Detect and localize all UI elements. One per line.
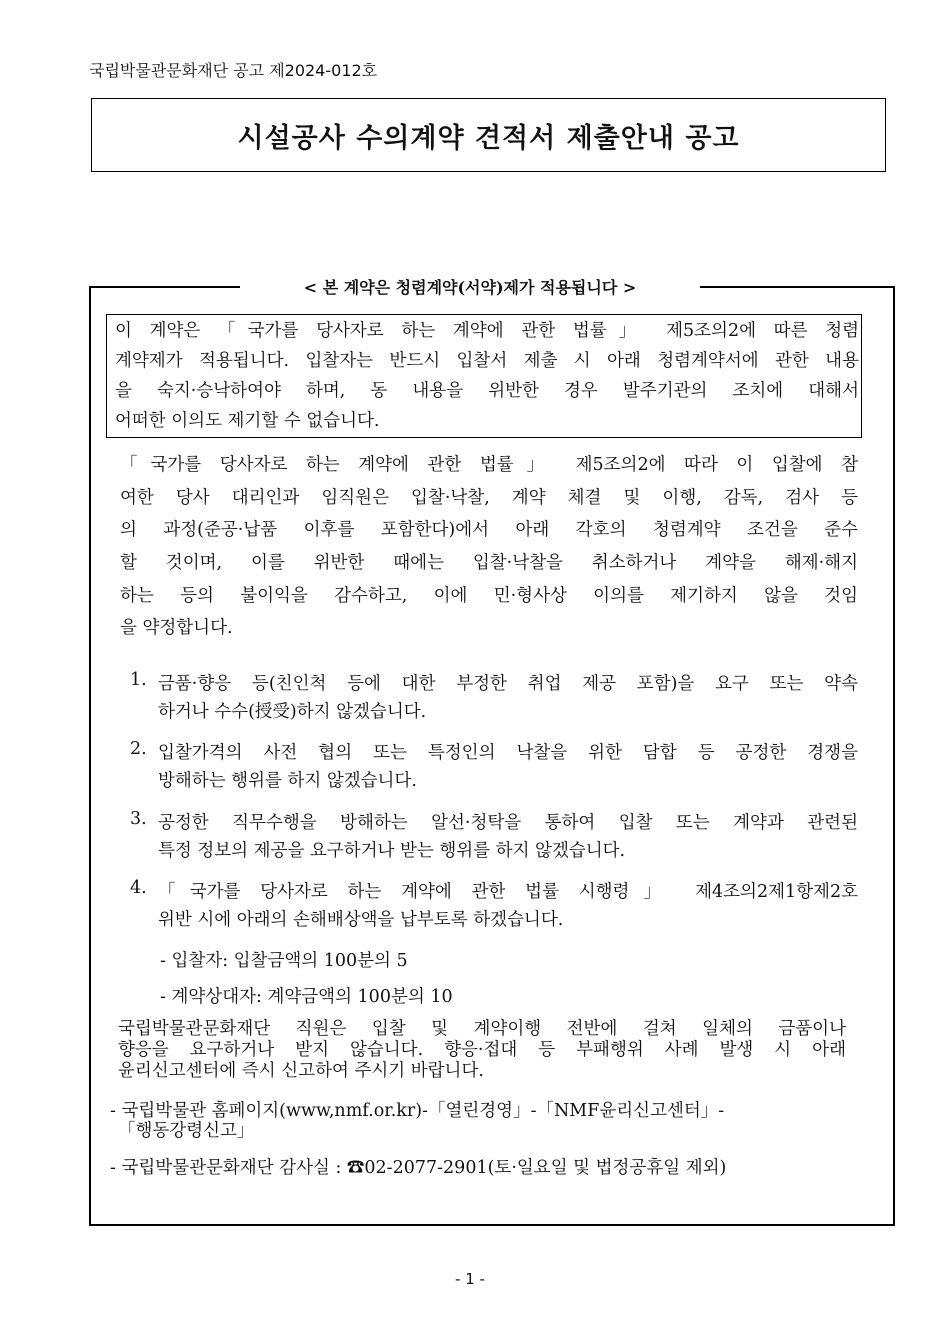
preamble-line: 할 것이며, 이를 위반한 때에는 입찰·낙찰을 취소하거나 계약을 해제·해지 (120, 553, 858, 573)
report-homepage: - 국립박물관 홈페이지(www,nmf.or.kr)-「열린경영」-「NMF윤리신고센터」- (110, 1101, 725, 1121)
item-line: 금품·향응 등(친인척 등에 대한 부정한 취업 제공 포함)을 요구 또는 약속 (158, 674, 858, 694)
item-number: 3. (130, 809, 147, 829)
item-line: 입찰가격의 사전 협의 또는 특정인의 낙찰을 위한 담합 등 공정한 경쟁을 (158, 743, 858, 763)
item-line: 「국가를 당사자로 하는 계약에 관한 법률 시행령」 제4조의2제1항제2호 (158, 882, 858, 902)
item-number: 2. (130, 739, 147, 759)
item-number: 1. (130, 670, 147, 690)
frame-top-line-left (89, 286, 249, 288)
preamble-line: 을 약정합니다. (120, 618, 233, 638)
title-box (91, 98, 886, 172)
notice-line: 을 숙지·승낙하여야 하며, 동 내용을 위반한 경우 발주기관의 조치에 대해서 (115, 381, 859, 401)
preamble-line: 여한 당사 대리인과 임직원은 입찰·낙찰, 계약 체결 및 이행, 감독, 검사 등 (120, 488, 858, 508)
item-line: 특정 정보의 제공을 요구하거나 받는 행위를 하지 않겠습니다. (158, 841, 626, 861)
penalty-bidder: - 입찰자: 입찰금액의 100분의 5 (160, 951, 408, 971)
preamble-line: 「국가를 당사자로 하는 계약에 관한 법률」 제5조의2에 따라 이 입찰에 참 (120, 455, 858, 475)
pledge-heading: < 본 계약은 청렴계약(서약)제가 적용됩니다 > (240, 275, 700, 298)
page-title: 시설공사 수의계약 견적서 제출안내 공고 (237, 122, 740, 154)
preamble-line: 하는 등의 불이익을 감수하고, 이에 민·형사상 이의를 제기하지 않을 것임 (120, 586, 858, 606)
report-homepage-cont: 「행동강령신고」 (118, 1121, 255, 1141)
doc-number: 국립박물관문화재단 공고 제2024-012호 (89, 61, 378, 80)
item-line: 방해하는 행위를 하지 않겠습니다. (158, 771, 417, 791)
notice-line: 어떠한 이의도 제기할 수 없습니다. (115, 411, 380, 431)
report-audit-office: - 국립박물관문화재단 감사실 : ☎02-2077-2901(토·일요일 및 법정공휴일 제외) (110, 1158, 727, 1178)
notice-line: 계약제가 적용됩니다. 입찰자는 반드시 입찰서 제출 시 아래 청렴계약서에 관한 내용 (115, 351, 859, 371)
item-line: 위반 시에 아래의 손해배상액을 납부토록 하겠습니다. (158, 910, 564, 930)
notice-line: 이 계약은 「국가를 당사자로 하는 계약에 관한 법률」 제5조의2에 따른 청렴 (115, 321, 859, 341)
closing-line: 국립박물관문화재단 직원은 입찰 및 계약이행 전반에 걸쳐 일체의 금품이나 (118, 1019, 846, 1039)
notice-box (106, 314, 862, 438)
closing-line: 윤리신고센터에 즉시 신고하여 주시기 바랍니다. (118, 1061, 484, 1081)
item-line: 공정한 직무수행을 방해하는 알선·청탁을 통하여 입찰 또는 계약과 관련된 (158, 813, 858, 833)
closing-line: 향응을 요구하거나 받지 않습니다. 향응·접대 등 부패행위 사례 발생 시 아래 (118, 1040, 846, 1060)
page-number: - 1 - (455, 1270, 485, 1288)
item-line: 하거나 수수(授受)하지 않겠습니다. (158, 702, 427, 722)
frame-top-line-right (690, 286, 895, 288)
penalty-contractor: - 계약상대자: 계약금액의 100분의 10 (160, 987, 453, 1007)
preamble-line: 의 과정(준공·납품 이후를 포함한다)에서 아래 각호의 청렴계약 조건을 준수 (120, 520, 858, 540)
item-number: 4. (130, 878, 147, 898)
